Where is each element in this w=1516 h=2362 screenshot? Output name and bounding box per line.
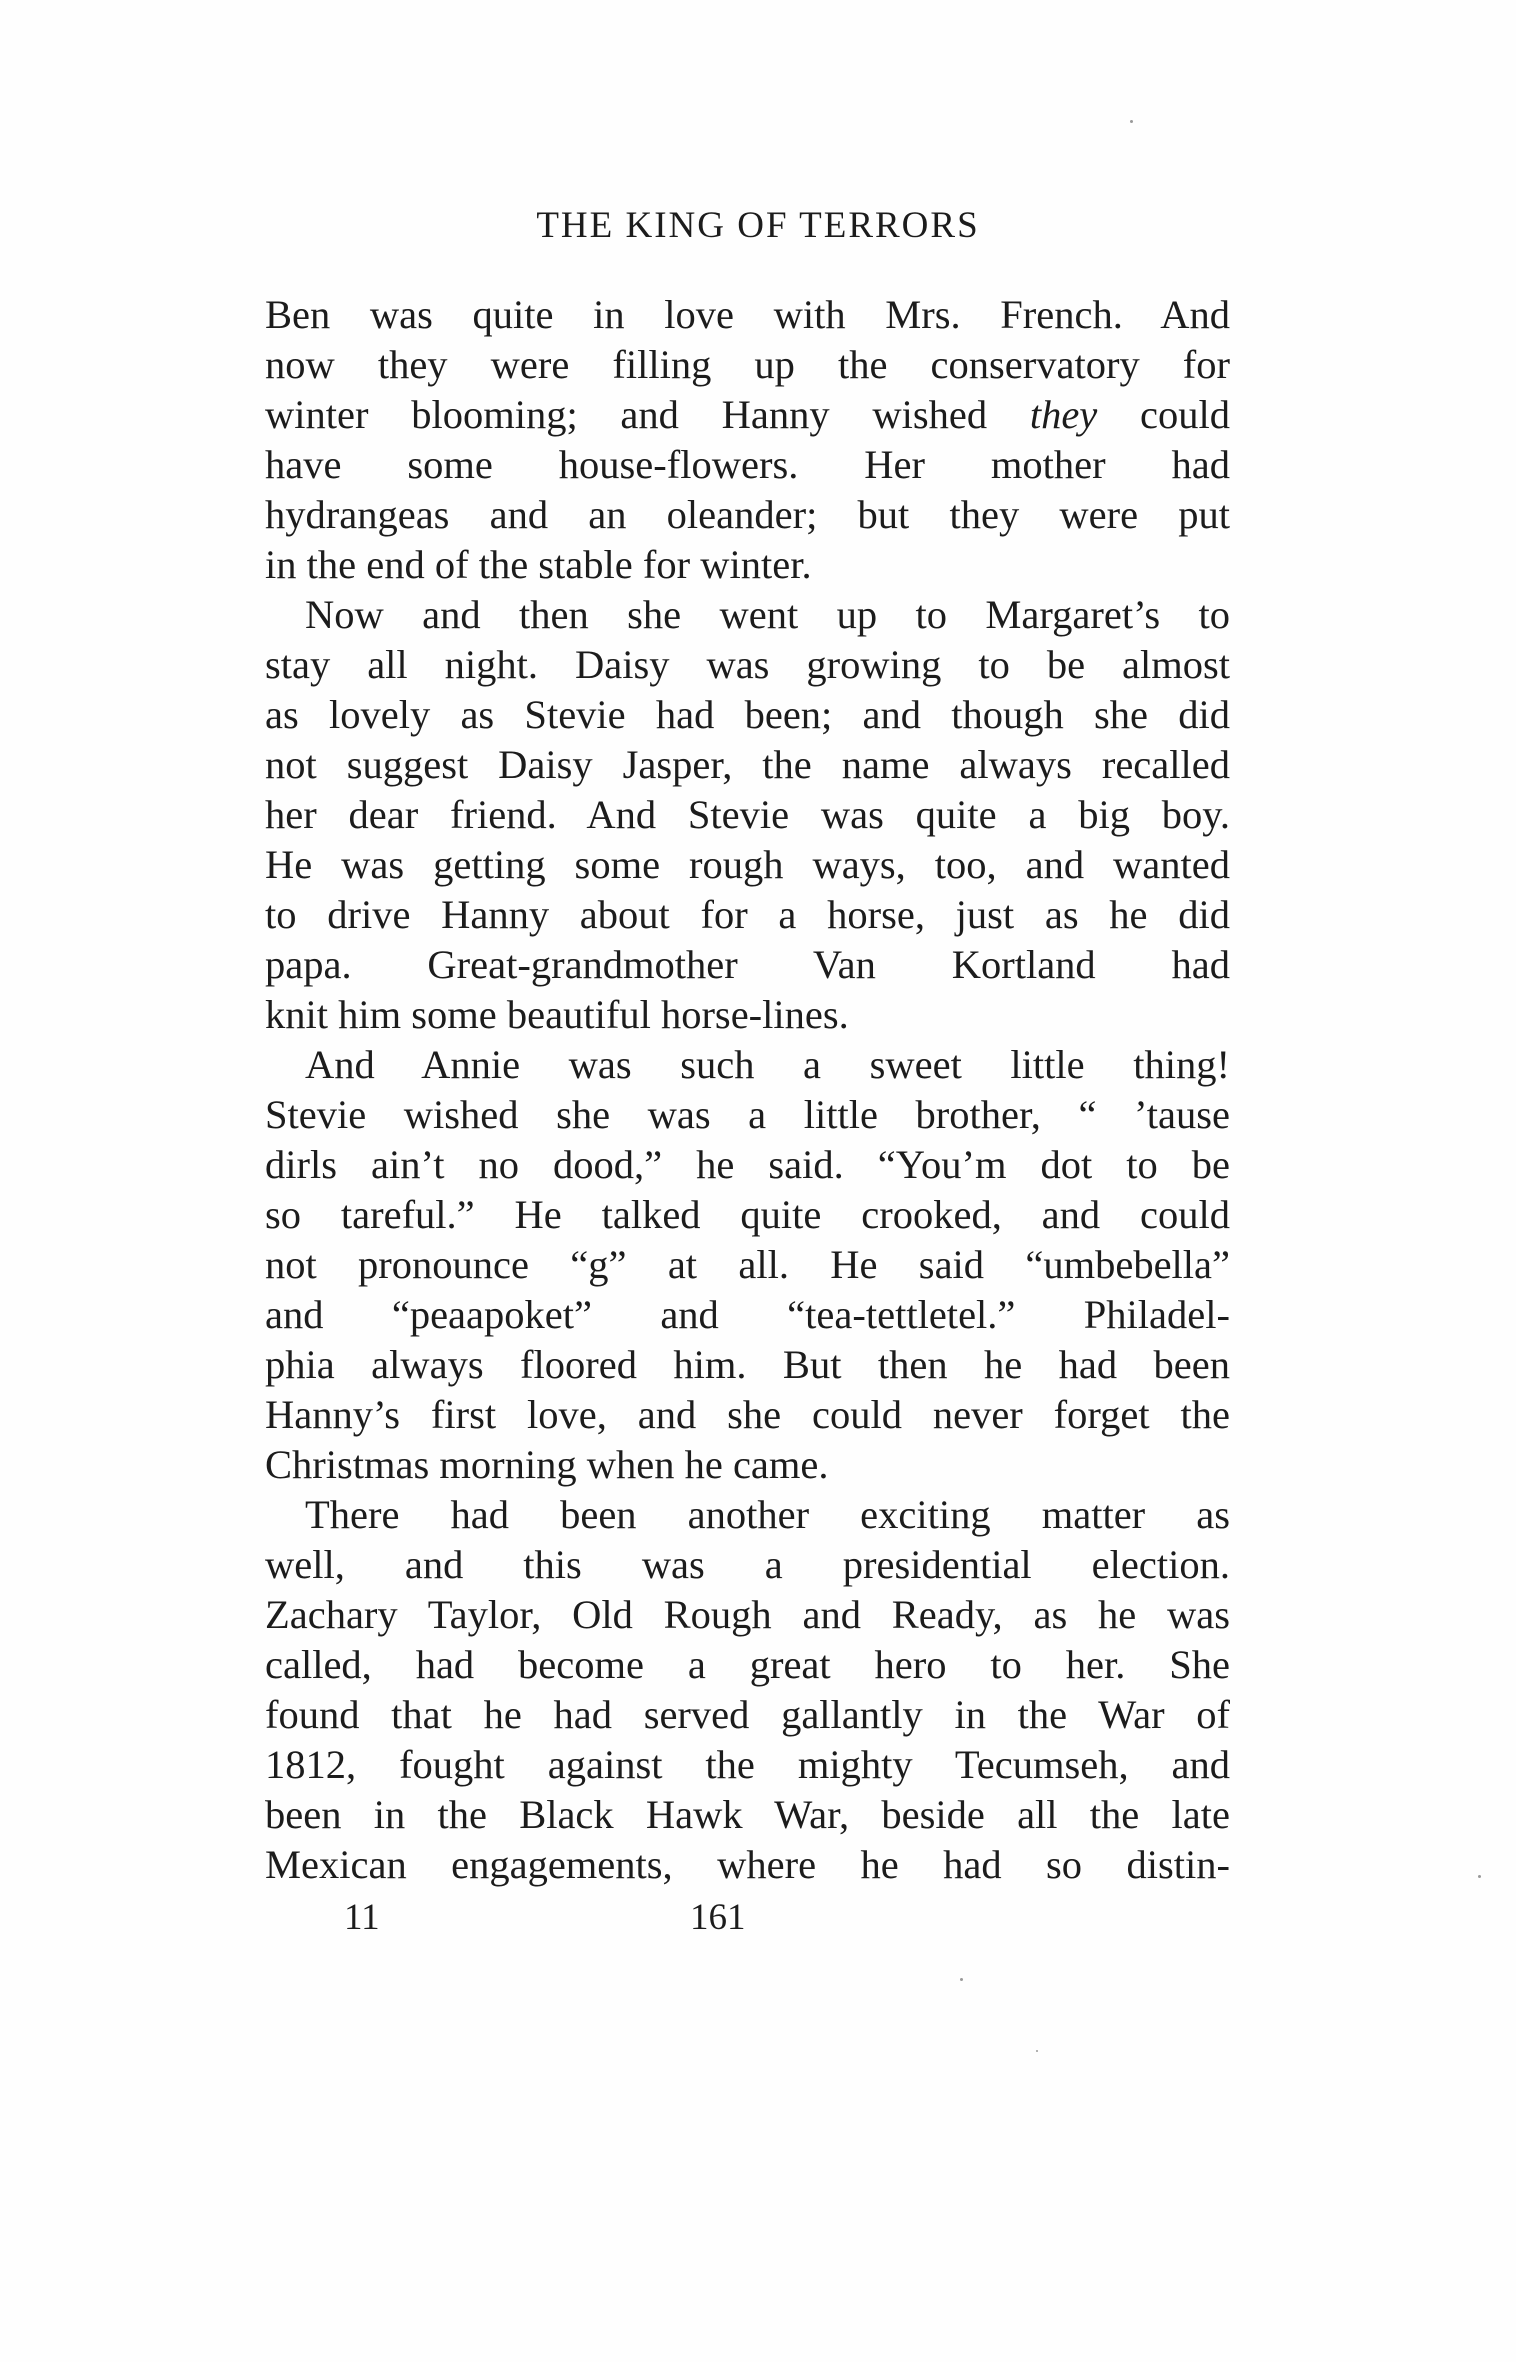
signature-mark: 11	[344, 1897, 380, 1938]
text-line: There had been another exciting matter as	[305, 1492, 1230, 1537]
text-line: so tareful.” He talked quite crooked, and could	[265, 1192, 1230, 1237]
text-line: well, and this was a presidential election.	[265, 1542, 1230, 1587]
text-line: dirls ain’t no dood,” he said. “You’m dot to be	[265, 1142, 1230, 1187]
text-line: have some house-flowers. Her mother had	[265, 442, 1230, 487]
paper-speck	[1036, 2050, 1038, 2052]
text-line: stay all night. Daisy was growing to be almost	[265, 642, 1230, 687]
text-line: not pronounce “g” at all. He said “umbebella”	[265, 1242, 1230, 1287]
running-head: THE KING OF TERRORS	[536, 205, 980, 246]
text-line: in the end of the stable for winter.	[265, 542, 812, 587]
body-text	[265, 290, 1230, 1890]
text-line: hydrangeas and an oleander; but they were put	[265, 492, 1230, 537]
text-line: Now and then she went up to Margaret’s to	[305, 592, 1230, 637]
text-line: been in the Black Hawk War, beside all the late	[265, 1792, 1230, 1837]
paper-speck	[960, 1978, 963, 1981]
paper-speck	[1478, 1875, 1481, 1878]
text-line: called, had become a great hero to her. She	[265, 1642, 1230, 1687]
text-line: He was getting some rough ways, too, and wanted	[265, 842, 1230, 887]
text-line: papa. Great-grandmother Van Kortland had	[265, 942, 1230, 987]
text-line: found that he had served gallantly in the War of	[265, 1692, 1230, 1737]
text-line: Stevie wished she was a little brother, “ ’tause	[265, 1092, 1230, 1137]
text-line: now they were filling up the conservatory for	[265, 342, 1230, 387]
text-line: and “peaapoket” and “tea-tettletel.” Philadel-	[265, 1292, 1230, 1337]
text-line: to drive Hanny about for a horse, just as he did	[265, 892, 1230, 937]
text-line: Christmas morning when he came.	[265, 1442, 829, 1487]
page-number: 161	[690, 1897, 746, 1938]
text-line: phia always floored him. But then he had been	[265, 1342, 1230, 1387]
text-line: And Annie was such a sweet little thing!	[305, 1042, 1230, 1087]
text-line: Hanny’s first love, and she could never forget the	[265, 1392, 1230, 1437]
text-line: as lovely as Stevie had been; and though she did	[265, 692, 1230, 737]
text-line: winter blooming; and Hanny wished they could	[265, 392, 1230, 437]
paper-speck	[1130, 120, 1133, 123]
text-line: Mexican engagements, where he had so distin-	[265, 1842, 1230, 1887]
text-line: her dear friend. And Stevie was quite a big boy.	[265, 792, 1230, 837]
text-line: knit him some beautiful horse-lines.	[265, 992, 849, 1037]
text-line: Zachary Taylor, Old Rough and Ready, as he was	[265, 1592, 1230, 1637]
text-line: not suggest Daisy Jasper, the name always recalled	[265, 742, 1230, 787]
emphasized-word: they	[1029, 392, 1098, 437]
text-line: 1812, fought against the mighty Tecumseh, and	[265, 1742, 1230, 1787]
text-line: Ben was quite in love with Mrs. French. And	[265, 292, 1230, 337]
